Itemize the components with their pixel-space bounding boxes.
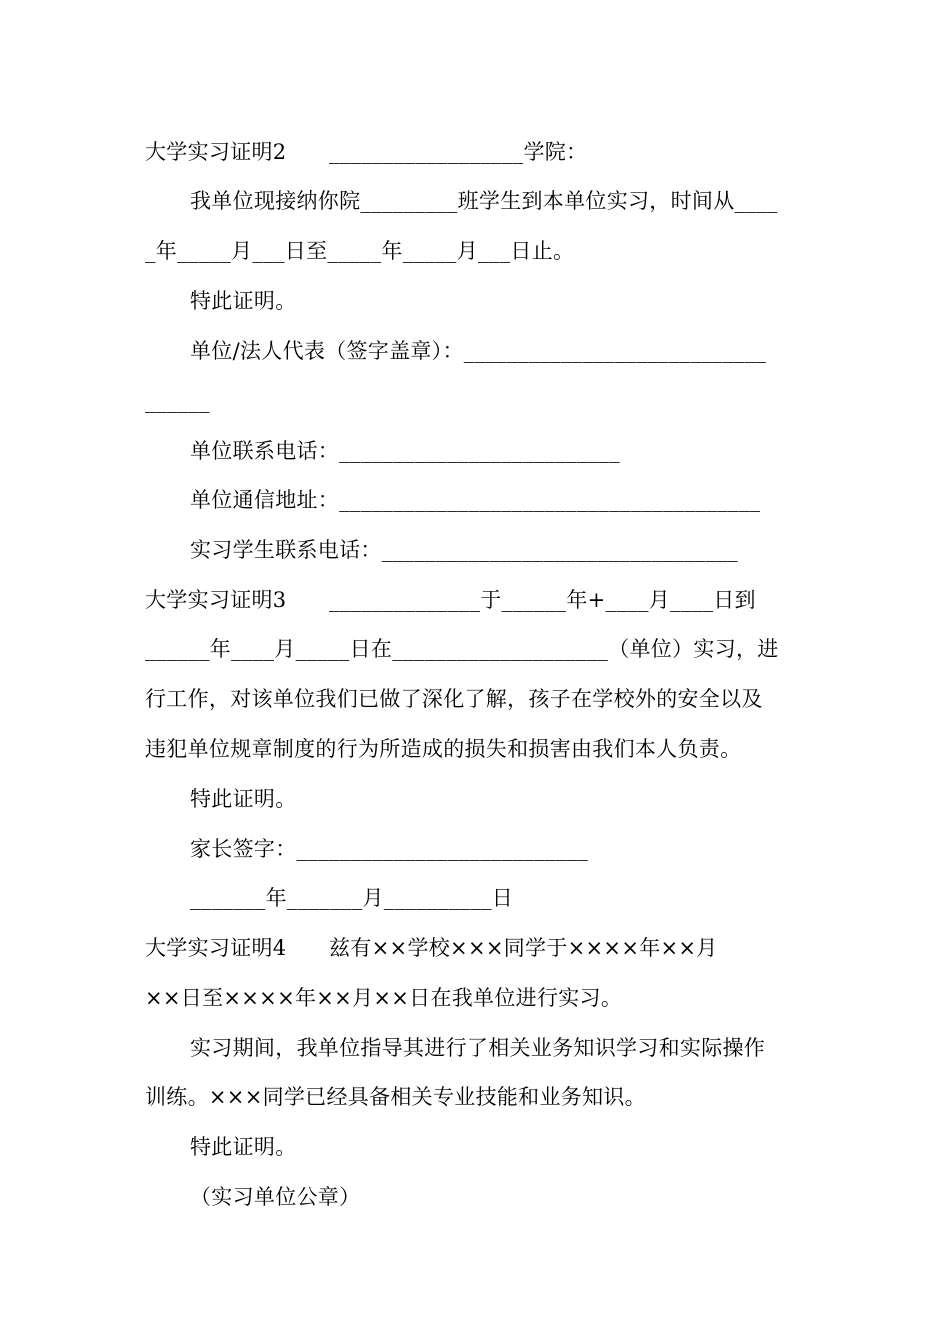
phone-field-line: 单位联系电话：__________________________ xyxy=(190,439,620,463)
paragraph-line: 实习期间，我单位指导其进行了相关业务知识学习和实际操作 xyxy=(190,1036,766,1060)
heading-certificate-3: 大学实习证明3 ______________于______年+____月____日到 xyxy=(145,588,756,612)
signature-line-continuation: ______ xyxy=(145,389,210,413)
paragraph-line: ××日至××××年××月××日在我单位进行实习。 xyxy=(145,986,623,1010)
heading-certificate-2: 大学实习证明2 __________________学院： xyxy=(145,140,588,164)
signature-line: 单位/法人代表（签字盖章）：____________________________ xyxy=(190,339,767,363)
heading-certificate-4: 大学实习证明4 兹有××学校×××同学于××××年××月 xyxy=(145,936,718,960)
certify-text: 特此证明。 xyxy=(190,1135,297,1159)
paragraph-line: ______年____月_____日在____________________（单位）实习，进 xyxy=(145,637,779,661)
certify-text: 特此证明。 xyxy=(190,289,297,313)
paragraph-line: 我单位现接纳你院_________班学生到本单位实习，时间从____ xyxy=(190,189,778,213)
paragraph-line: 训练。×××同学已经具备相关专业技能和业务知识。 xyxy=(145,1085,646,1109)
paragraph-line: 行工作，对该单位我们已做了深化了解，孩子在学校外的安全以及 xyxy=(145,687,763,711)
paragraph-line: 违犯单位规章制度的行为所造成的损失和损害由我们本人负责。 xyxy=(145,737,742,761)
certify-text: 特此证明。 xyxy=(190,787,297,811)
company-seal-note: （实习单位公章） xyxy=(190,1185,361,1209)
address-field-line: 单位通信地址：_______________________________________ xyxy=(190,488,761,512)
date-line: _______年_______月__________日 xyxy=(190,886,514,910)
student-phone-field-line: 实习学生联系电话：_________________________________ xyxy=(190,538,739,562)
parent-signature-line: 家长签字：___________________________ xyxy=(190,837,589,861)
paragraph-line: _年_____月___日至_____年_____月___日止。 xyxy=(145,239,575,263)
